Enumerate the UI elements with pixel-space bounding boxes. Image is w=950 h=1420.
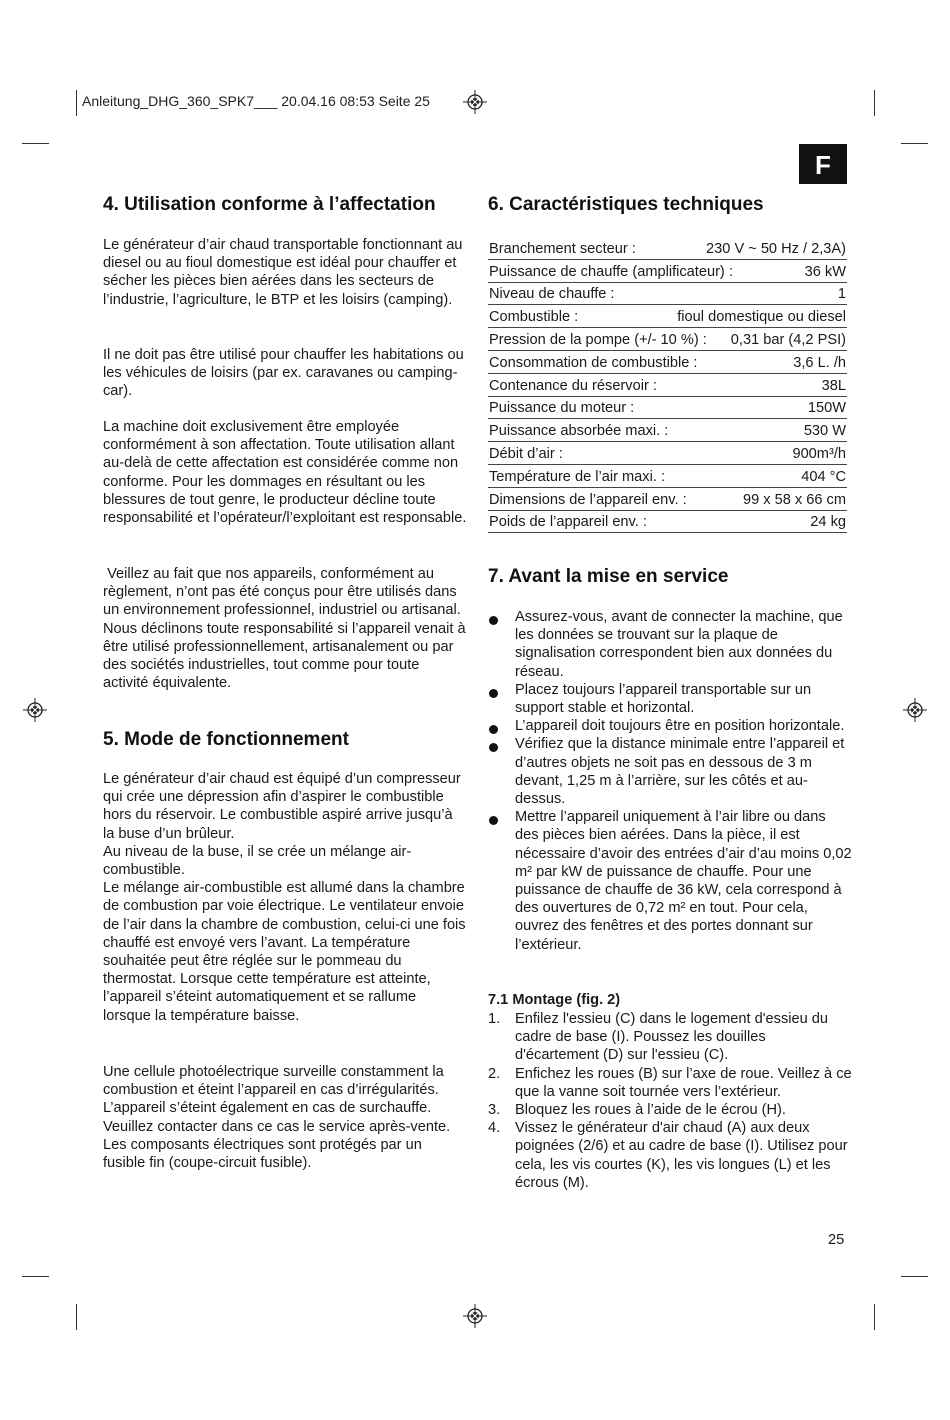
spec-value: fioul domestique ou diesel — [677, 309, 846, 326]
spec-value: 36 kW — [804, 263, 846, 280]
crop-mark — [874, 1304, 875, 1330]
step-number: 2. — [488, 1065, 501, 1082]
print-slug: Anleitung_DHG_360_SPK7___ 20.04.16 08:53 Seite 25 — [82, 93, 430, 109]
list-item: Placez toujours l’appareil transportable sur un support stable et horizontal. — [488, 681, 853, 717]
section-6-title: 6. Caractéristiques techniques — [488, 194, 764, 215]
registration-mark-icon — [903, 698, 927, 722]
paragraph: La machine doit exclusivement être employée conformément à son affectation. Toute utilisation allant au-delà de cette affectation est considérée comme non conforme. Pour les dommages en résultant ou les blessures de tout genre, le producteur décline toute responsabilité et l’opérateur/l’exploitant est responsable. — [103, 419, 467, 527]
list-item — [488, 1101, 853, 1119]
registration-mark-icon — [463, 90, 487, 114]
spec-label: Dimensions de l’appareil env. : — [489, 491, 687, 508]
spec-label: Puissance de chauffe (amplificateur) : — [489, 263, 733, 280]
registration-mark-icon — [463, 1304, 487, 1328]
spec-value: 1 — [837, 286, 846, 303]
spec-label: Combustible : — [489, 309, 579, 326]
spec-label: Puissance absorbée maxi. : — [489, 423, 669, 440]
spec-row — [488, 511, 847, 534]
spec-value: 150W — [807, 400, 846, 417]
list-item: L’appareil doit toujours être en position horizontale. — [488, 717, 853, 735]
section-7-title: 7. Avant la mise en service — [488, 566, 729, 587]
section-5-title: 5. Mode de fonctionnement — [103, 729, 349, 750]
step-number: 3. — [488, 1102, 501, 1119]
spec-row — [488, 488, 847, 511]
crop-mark — [22, 1276, 49, 1277]
crop-mark — [901, 143, 928, 144]
spec-label: Niveau de chauffe : — [489, 286, 615, 303]
crop-mark — [901, 1276, 928, 1277]
subsection-title: 7.1 Montage (fig. 2) — [488, 992, 621, 1008]
spec-row — [488, 351, 847, 374]
spec-row — [488, 260, 847, 283]
step-number: 4. — [488, 1120, 501, 1137]
spec-label: Consommation de combustible : — [489, 354, 698, 371]
spec-value: 404 °C — [801, 468, 846, 485]
page-number: 25 — [828, 1232, 845, 1248]
paragraph-line: Le mélange air-combustible est allumé dans la chambre de combustion par voie électrique. Le ventilateur envoie de l’air dans la chambre de combustion, celui-ci une fois chauffé est envoyé vers l’avant. La température souhaitée peut être réglée sur le pommeau du thermostat. Lorsque cette température est atteinte, l’appareil s’éteint automatiquement et se rallume lorsque la température baisse. — [103, 880, 466, 1024]
list-item — [488, 1010, 853, 1065]
spec-row — [488, 419, 847, 442]
paragraph-line: Le générateur d’air chaud est équipé d’un compresseur qui crée une dépression afin d’aspirer le combustible hors du réservoir. Le combustible aspiré arrive jusqu’à la buse d’un brûleur. — [103, 771, 461, 842]
spec-value: 900m³/h — [792, 445, 846, 462]
spec-value: 24 kg — [810, 514, 846, 531]
spec-row — [488, 397, 847, 420]
step-text: Enfilez l'essieu (C) dans le logement d'essieu du cadre de base (I). Poussez les douilles d'écartement (D) sur l'essieu (C). — [515, 1011, 829, 1064]
spec-row — [488, 374, 847, 397]
spec-label: Contenance du réservoir : — [489, 377, 657, 394]
spec-label: Branchement secteur : — [489, 240, 636, 257]
spec-row — [488, 237, 847, 260]
list-item — [488, 1065, 853, 1101]
spec-label: Débit d’air : — [489, 445, 563, 462]
list-item — [488, 1119, 853, 1192]
step-number: 1. — [488, 1011, 501, 1027]
spec-label: Pression de la pompe (+/- 10 %) : — [489, 331, 707, 348]
list-item: Mettre l’appareil uniquement à l’air libre ou dans des pièces bien aérées. Dans la pièce, il est nécessaire d’avoir des entrées d’air d’au moins 0,02 m² par kW de puissance de chauffe. Pour une puissance de chauffe de 36 kW, cela correspond à des ouvertures de 0,72 m² en tout. Pour cela, ouvrez des fenêtres et des portes donnant sur l’extérieur. — [488, 808, 853, 954]
step-text: Bloquez les roues à l’aide de le écrou (H). — [515, 1102, 786, 1119]
spec-label: Poids de l’appareil env. : — [489, 514, 647, 531]
spec-value: 3,6 L. /h — [793, 354, 846, 371]
list-item: Vérifiez que la distance minimale entre l’appareil et d’autres objets ne soit pas en dessous de 3 m devant, 1,25 m à l’arrière, sur les côtés et au-dessus. — [488, 735, 853, 808]
section-4-title: 4. Utilisation conforme à l’affectation — [103, 194, 436, 215]
spec-value: 530 W — [803, 423, 846, 440]
crop-mark — [76, 90, 77, 116]
crop-mark — [22, 143, 49, 144]
crop-mark — [76, 1304, 77, 1330]
spec-row — [488, 305, 847, 328]
spec-value: 99 x 58 x 66 cm — [742, 491, 846, 508]
paragraph: Veillez au fait que nos appareils, conformément au règlement, n’ont pas été conçus pour être utilisés dans un environnement professionnel, industriel ou artisanal. Nous déclinons toute responsabilité si l’appareil venait à être utilisé professionnellement, artisanalement ou par des sociétés industrielles, tout comme pour toute activité équivalente. — [103, 566, 470, 692]
spec-label: Température de l’air maxi. : — [489, 468, 666, 485]
spec-row — [488, 442, 847, 465]
language-tab: F — [799, 144, 847, 184]
spec-row — [488, 283, 847, 306]
paragraph — [103, 770, 468, 1025]
step-text: Vissez le générateur d'air chaud (A) aux deux poignées (2/6) et au cadre de base (I). Utilisez pour cela, les vis courtes (K), les vis longues (L) et les écrous (M). — [515, 1120, 848, 1191]
spec-label: Puissance du moteur : — [489, 400, 635, 417]
spec-table — [488, 237, 847, 533]
spec-value: 0,31 bar (4,2 PSI) — [730, 331, 846, 348]
registration-mark-icon — [23, 698, 47, 722]
bullet-list — [488, 608, 853, 954]
spec-row — [488, 328, 847, 351]
spec-value: 230 V ~ 50 Hz / 2,3A) — [706, 240, 846, 257]
spec-value: 38L — [821, 377, 846, 394]
paragraph: Le générateur d’air chaud transportable fonctionnant au diesel ou au fioul domestique est idéal pour chauffer et sécher les pièces bien aérées dans les secteurs de l’industrie, l’agriculture, le BTP et les loisirs (camping). — [103, 237, 463, 308]
paragraph-line: Au niveau de la buse, il se crée un mélange air-combustible. — [103, 843, 412, 879]
list-item: Assurez-vous, avant de connecter la machine, que les données se trouvant sur la plaque de signalisation correspondent bien aux données du réseau. — [488, 608, 853, 681]
numbered-list — [488, 1010, 853, 1192]
crop-mark — [874, 90, 875, 116]
paragraph: Il ne doit pas être utilisé pour chauffer les habitations ou les véhicules de loisirs (par ex. caravanes ou camping-car). — [103, 347, 464, 400]
step-text: Enfichez les roues (B) sur l’axe de roue. Veillez à ce que la vanne soit tournée vers l’extérieur. — [515, 1065, 852, 1100]
paragraph: Une cellule photoélectrique surveille constamment la combustion et éteint l’appareil en cas d’irrégularités. L’appareil s’éteint également en cas de surchauffe. Veuillez contacter dans ce cas le service après-vente. Les composants électriques sont protégés par un fusible fin (coupe-circuit fusible). — [103, 1064, 451, 1172]
spec-row — [488, 465, 847, 488]
